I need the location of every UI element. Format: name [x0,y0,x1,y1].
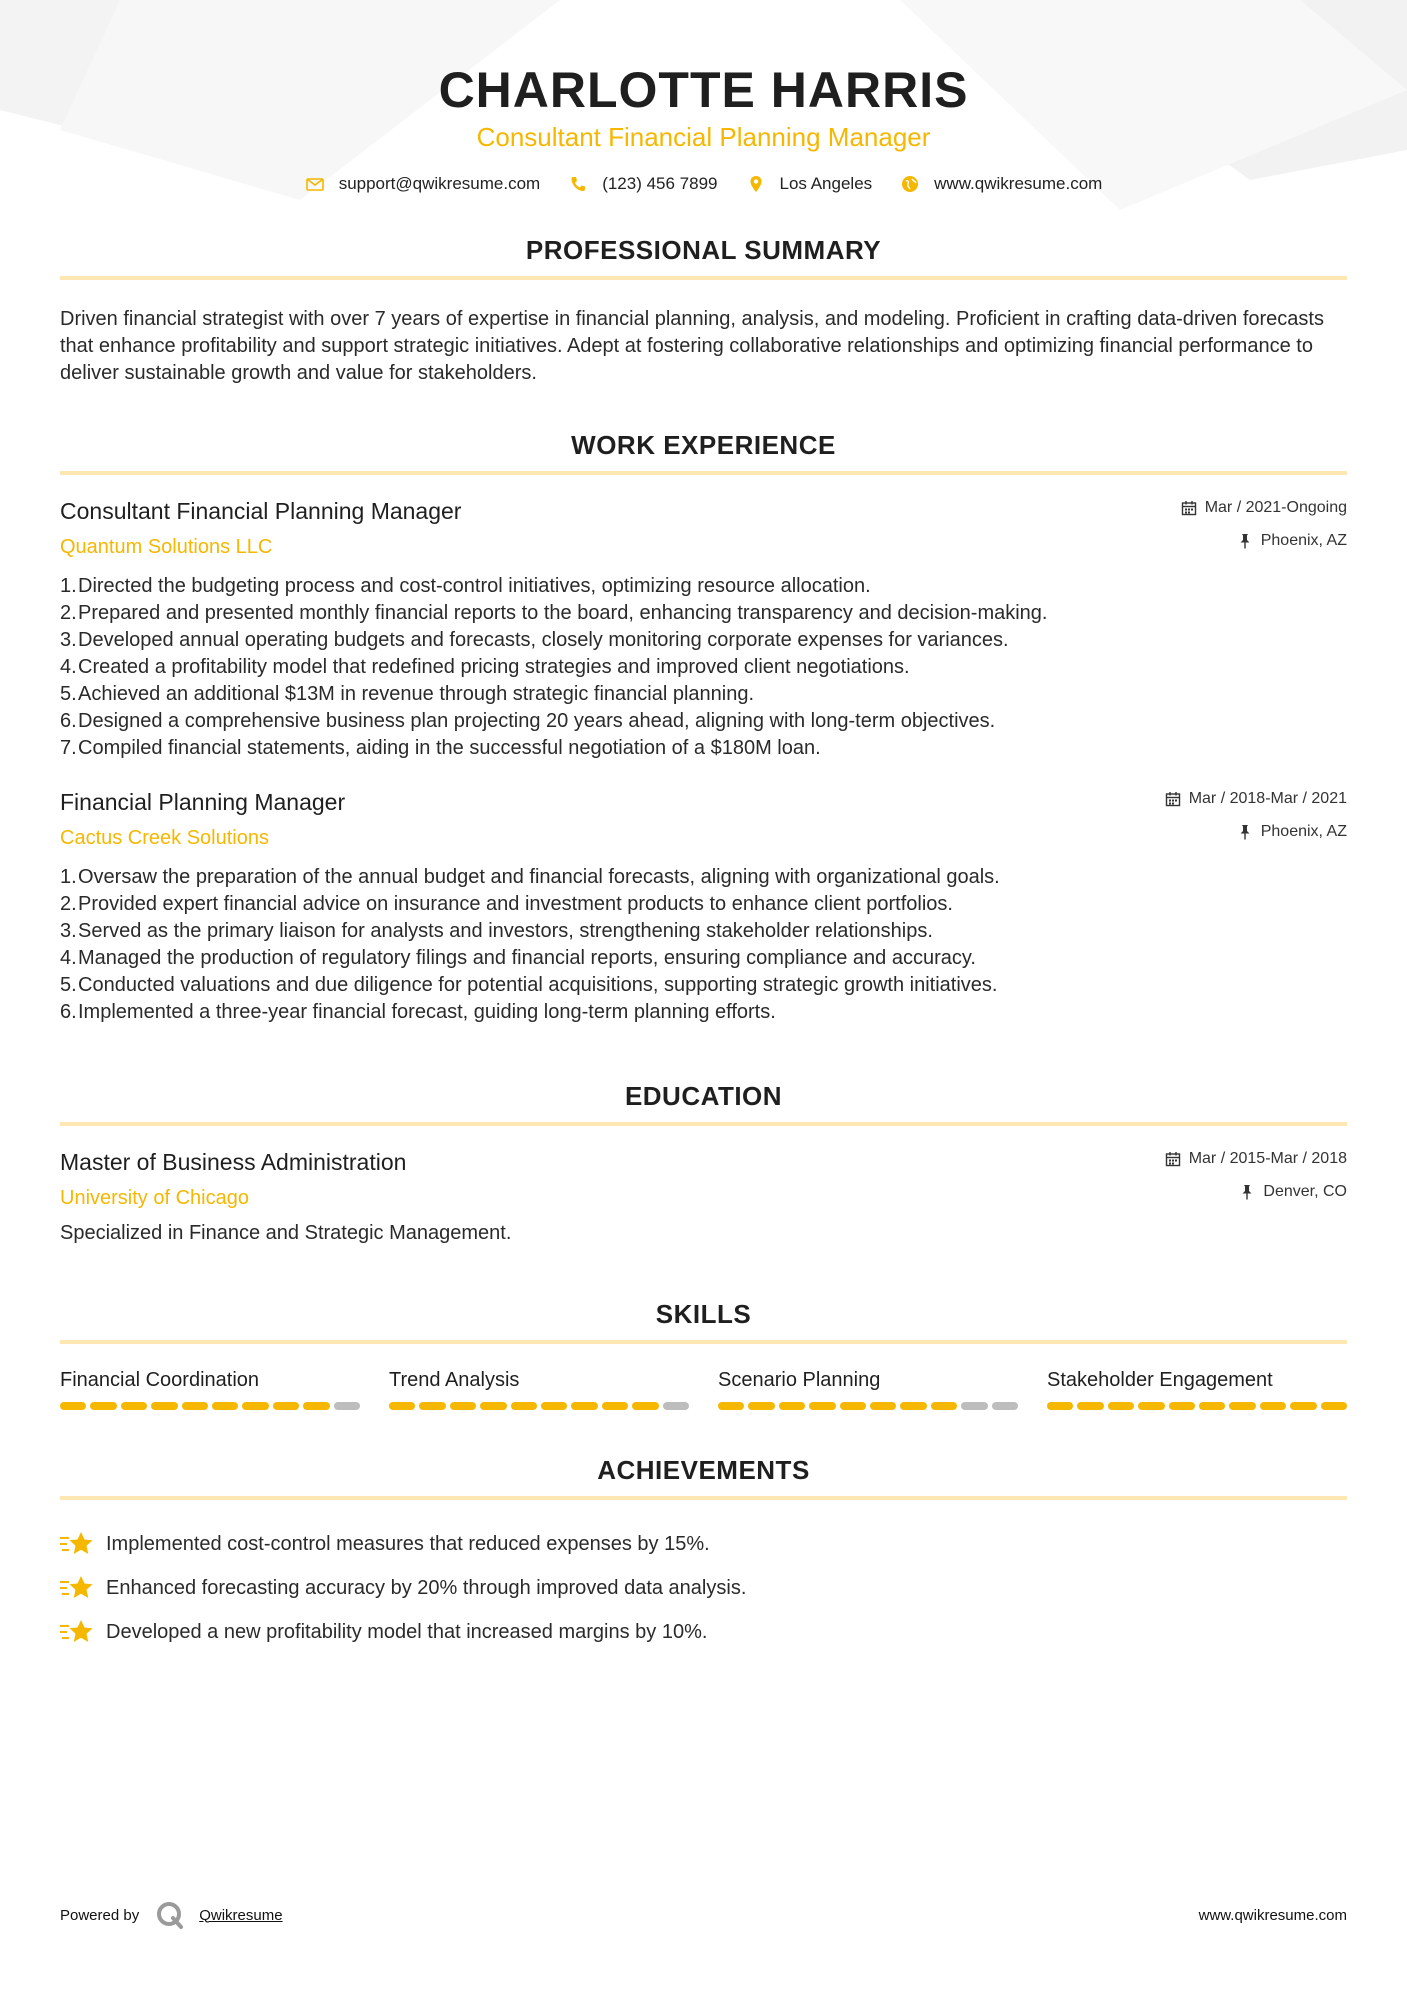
section-title-achievements: ACHIEVEMENTS [597,1455,810,1485]
skill-level-segment [779,1402,805,1410]
job-company: Quantum Solutions LLC [60,536,273,558]
skill-level-segment [334,1402,360,1410]
skill-level-segment [90,1402,116,1410]
list-item: 3. Developed annual operating budgets and forecasts, closely monitoring corporate expenses for variances. [60,629,1009,651]
skill-level-segment [1108,1402,1134,1410]
skill-level-bar [1047,1402,1347,1410]
summary-section [60,234,1347,387]
skill-level-segment [450,1402,476,1410]
job-title: Consultant Financial Planning Manager [60,498,462,524]
calendar-icon [1165,791,1181,807]
education-dates: Mar / 2015-Mar / 2018 [1188,1150,1347,1167]
list-item: 1. Oversaw the preparation of the annual budget and financial forecasts, aligning with organizational goals. [60,866,1000,888]
job-location: Phoenix, AZ [1260,823,1347,840]
skill-level-segment [511,1402,537,1410]
job-dates: Mar / 2018-Mar / 2021 [1188,790,1347,807]
skill-level-segment [60,1402,86,1410]
map-pin-icon [746,174,766,194]
section-divider [60,1340,1347,1344]
skill-level-segment [242,1402,268,1410]
powered-by-label: Powered by [60,1906,140,1924]
star-icon [60,1573,94,1603]
section-title-skills: SKILLS [655,1299,752,1329]
skill-level-segment [931,1402,957,1410]
pushpin-icon [1239,1184,1255,1200]
list-item: 6. Implemented a three-year financial forecast, guiding long-term planning efforts. [60,1001,776,1023]
page-footer [60,1900,1347,1930]
skill-level-segment [419,1402,445,1410]
education-location: Denver, CO [1263,1183,1347,1200]
job-bullets [60,573,1347,762]
skill-level-segment [1047,1402,1073,1410]
skill-level-bar [389,1402,689,1410]
skills-section [60,1298,1347,1410]
candidate-name: CHARLOTTE HARRIS [438,62,969,118]
experience-section [60,429,1347,1026]
skill-item [1047,1368,1347,1410]
job-company: Cactus Creek Solutions [60,827,269,849]
skill-level-segment [1138,1402,1164,1410]
skill-level-segment [480,1402,506,1410]
achievement-item [60,1522,1347,1566]
skill-level-segment [1077,1402,1103,1410]
pushpin-icon [1237,824,1253,840]
skill-level-segment [303,1402,329,1410]
list-item: 6. Designed a comprehensive business plan projecting 20 years ahead, aligning with long-term objectives. [60,710,996,732]
skill-level-segment [1169,1402,1195,1410]
contact-email[interactable] [305,174,541,194]
skill-level-bar [60,1402,360,1410]
calendar-icon [1165,1151,1181,1167]
section-divider [60,471,1347,475]
footer-website[interactable]: www.qwikresume.com [1198,1906,1347,1924]
education-description: Specialized in Finance and Strategic Management. [60,1222,512,1244]
job-entry [60,497,1347,762]
qwikresume-logo-icon [155,1900,185,1930]
skill-level-segment [1229,1402,1255,1410]
skill-level-segment [151,1402,177,1410]
skill-level-segment [663,1402,689,1410]
skill-name: Stakeholder Engagement [1047,1369,1273,1391]
list-item: 1. Directed the budgeting process and cost-control initiatives, optimizing resource allocation. [60,575,871,597]
skill-name: Scenario Planning [718,1369,881,1391]
achievement-item [60,1566,1347,1610]
contact-website[interactable] [900,174,1102,194]
section-title-education: EDUCATION [624,1081,783,1111]
star-icon [60,1529,94,1559]
envelope-icon [305,174,325,194]
skill-level-segment [748,1402,774,1410]
section-title-summary: PROFESSIONAL SUMMARY [525,235,882,265]
list-item: 5. Achieved an additional $13M in revenue through strategic financial planning. [60,683,755,705]
skill-level-segment [718,1402,744,1410]
contact-location [746,174,873,194]
job-location: Phoenix, AZ [1260,532,1347,549]
education-entry [60,1148,1347,1246]
star-icon [60,1617,94,1647]
skill-level-segment [182,1402,208,1410]
section-title-experience: WORK EXPERIENCE [571,430,836,460]
list-item: 3. Served as the primary liaison for analysts and investors, strengthening stakeholder relationships. [60,920,933,942]
school-name: University of Chicago [60,1187,249,1209]
list-item: 5. Conducted valuations and due diligence for potential acquisitions, supporting strategic growth initiatives. [60,974,998,996]
contact-bar [60,174,1347,194]
pushpin-icon [1237,533,1253,549]
list-item: 2. Prepared and presented monthly financial reports to the board, enhancing transparency and decision-making. [60,602,1048,624]
contact-location-text: Los Angeles [779,174,873,193]
job-bullets [60,864,1347,1026]
achievement-text: Developed a new profitability model that increased margins by 10%. [106,1620,708,1643]
skill-name: Trend Analysis [389,1369,520,1391]
list-item: 2. Provided expert financial advice on insurance and investment products to enhance client portfolios. [60,893,953,915]
skill-item [60,1368,360,1410]
achievement-item [60,1610,1347,1654]
summary-text: Driven financial strategist with over 7 years of expertise in financial planning, analysis, and modeling. Proficient in crafting data-driven forecasts that enhance profitability and support strategic initiatives. Adept at fostering collaborative relationships and optimizing financial performance to deliver sustainable growth and value for stakeholders. [60,308,1324,384]
skill-level-segment [870,1402,896,1410]
skill-item [718,1368,1018,1410]
list-item: 4. Created a profitability model that redefined pricing strategies and improved client negotiations. [60,656,910,678]
skill-level-segment [1260,1402,1286,1410]
skill-name: Financial Coordination [60,1369,260,1391]
skill-level-segment [212,1402,238,1410]
contact-website-text: www.qwikresume.com [934,174,1103,193]
skill-level-segment [541,1402,567,1410]
skill-level-segment [571,1402,597,1410]
skill-level-segment [273,1402,299,1410]
powered-by [60,1900,283,1930]
skill-level-segment [961,1402,987,1410]
section-divider [60,1496,1347,1500]
skill-level-segment [121,1402,147,1410]
skill-level-segment [1290,1402,1316,1410]
contact-phone-text: (123) 456 7899 [602,174,718,193]
brand-link[interactable]: Qwikresume [199,1906,283,1924]
list-item: 7. Compiled financial statements, aiding in the successful negotiation of a $180M loan. [60,737,821,759]
degree-title: Master of Business Administration [60,1149,407,1175]
skill-level-segment [1199,1402,1225,1410]
skill-level-segment [602,1402,628,1410]
skill-level-segment [389,1402,415,1410]
phone-icon [568,174,588,194]
job-entry [60,788,1347,1026]
calendar-icon [1181,500,1197,516]
section-divider [60,276,1347,280]
skill-level-segment [1321,1402,1347,1410]
candidate-role: Consultant Financial Planning Manager [476,122,931,152]
section-divider [60,1122,1347,1126]
job-dates: Mar / 2021-Ongoing [1204,499,1347,516]
globe-icon [900,174,920,194]
achievements-section [60,1454,1347,1654]
achievement-text: Implemented cost-control measures that reduced expenses by 15%. [106,1532,710,1555]
job-title: Financial Planning Manager [60,789,346,815]
achievement-text: Enhanced forecasting accuracy by 20% through improved data analysis. [106,1576,747,1599]
skill-item [389,1368,689,1410]
skill-level-segment [840,1402,866,1410]
skill-level-segment [992,1402,1018,1410]
skill-level-segment [632,1402,658,1410]
skill-level-segment [809,1402,835,1410]
contact-email-text: support@qwikresume.com [338,174,541,193]
skill-level-segment [900,1402,926,1410]
contact-phone[interactable] [568,174,717,194]
education-section [60,1080,1347,1246]
skill-level-bar [718,1402,1018,1410]
list-item: 4. Managed the production of regulatory filings and financial reports, ensuring compliance and accuracy. [60,947,976,969]
resume-header [60,0,1347,194]
